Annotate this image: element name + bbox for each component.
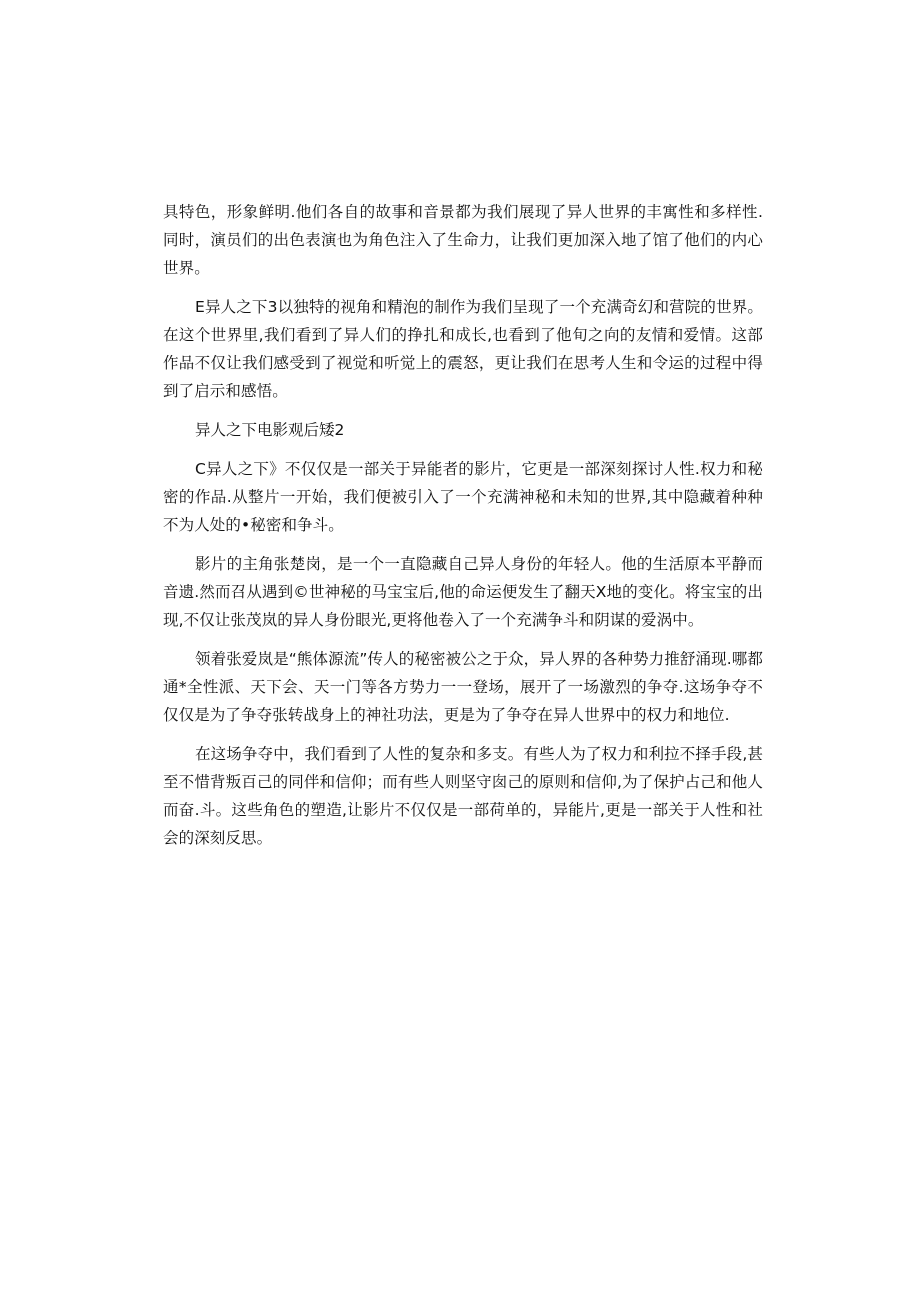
document-body <box>163 198 763 863</box>
paragraph-summary: E异人之下3以独特的视角和精泡的制作为我们呈现了一个充满奇幻和营院的世界。在这个世界里,我们看到了异人们的挣扎和成长,也看到了他旬之向的友情和爱情。这部作品不仅让我们感受到了视觉和听觉上的震怒，更让我们在思考人生和令运的过程中得到了启示和感悟。 <box>163 298 763 400</box>
paragraph-factions: 领着张爱岚是“熊体源流”传人的秘密被公之于众，异人界的各种势力推舒涌现.哪都通*全性派、天下会、天一门等各方势力一一登场，展开了一场激烈的争夺.这场争夺不仅仅是为了争夺张转战身上的神社功法，更是为了争夺在异人世界中的权力和地位. <box>163 650 763 724</box>
paragraph-protagonist: 影片的主角张楚岗，是一个一直隐藏自己异人身份的年轻人。他的生活原本平静而音遗.然而召从遇到©世神秘的马宝宝后,他的命运便发生了翻天X地的变化。将宝宝的出现,不仅让张茂岚的异人身份眼光,更将他卷入了一个充满争斗和阴谋的爱涡中。 <box>163 555 763 629</box>
paragraph-continuation: 具特色，形象鲜明.他们各自的故事和音景都为我们展现了异人世界的丰寓性和多样性.同时，演员们的出色表演也为角色注入了生命力，让我们更加深入地了馆了他们的内心世界。 <box>163 203 763 277</box>
section-heading: 异人之下电影观后矮2 <box>195 421 345 439</box>
paragraph-human-nature: 在这场争夺中，我们看到了人性的复杂和多支。有些人为了权力和利拉不择手段,甚至不惜背叛百己的同伴和信仰；而有些人则坚守囱己的原则和信仰,为了保护占己和他人而奋.斗。这些角色的塑造,让影片不仅仅是一部荷单的，异能片,更是一部关于人性和社会的深刻反思。 <box>163 745 763 847</box>
paragraph-intro: C异人之下》不仅仅是一部关于异能者的影片，它更是一部深刻探讨人性.权力和秘密的作品.从整片一开始，我们便被引入了一个充满神秘和未知的世界,其中隐藏着种种不为人处的•秘密和争斗。 <box>163 460 763 534</box>
